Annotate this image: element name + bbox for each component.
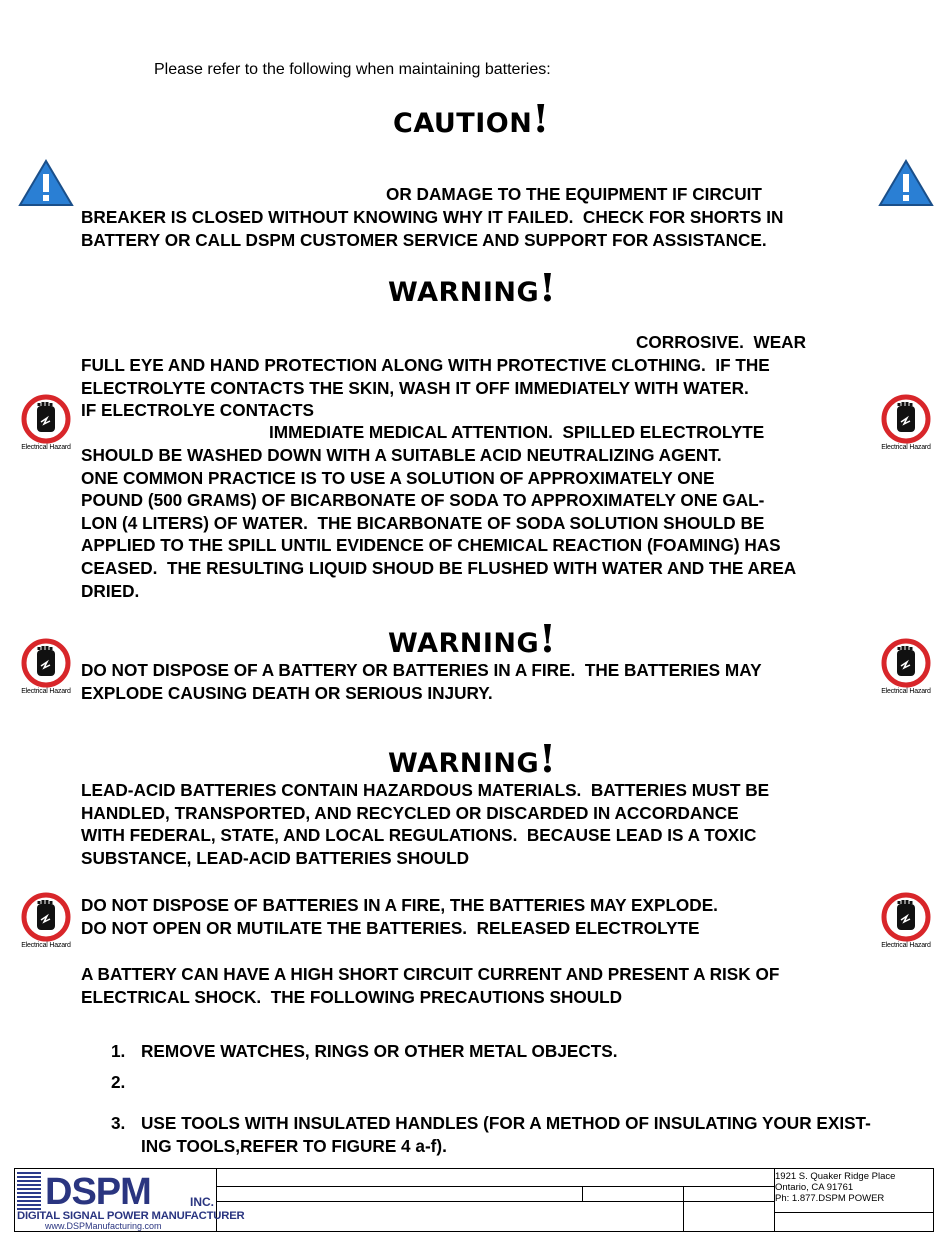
caution-bang: ! <box>532 96 550 141</box>
hazard-caption: Electrical Hazard <box>881 444 931 451</box>
list-number: 1. <box>111 1041 126 1061</box>
warning-title: WARNING <box>388 628 540 659</box>
warning-heading-2 <box>388 616 556 661</box>
warning-bang: ! <box>539 616 557 661</box>
electrical-hazard-icon <box>17 892 75 954</box>
logo-stripes-icon <box>17 1172 41 1210</box>
list-item <box>111 1040 931 1064</box>
hazard-caption: Electrical Hazard <box>881 942 931 949</box>
hazard-caption: Electrical Hazard <box>881 688 931 695</box>
list-text: REMOVE WATCHES, RINGS OR OTHER METAL OBJECTS. <box>141 1041 618 1061</box>
warning-title: WARNING <box>388 277 540 308</box>
company-address <box>775 1171 895 1204</box>
electrical-hazard-icon <box>877 394 935 456</box>
warning-heading-3 <box>388 736 556 781</box>
warning3-body: LEAD-ACID BATTERIES CONTAIN HAZARDOUS MATERIALS. BATTERIES MUST BE HANDLED, TRANSPORTED, AND RECYCLED OR DISCARDED IN ACCORDANCE WITH FEDERAL, STATE, AND LOCAL REGULATIONS. BECAUSE LEAD IS A TOXIC SUBSTANCE, LEAD-ACID BATTERIES SHOULD <box>81 780 770 868</box>
warning-bang: ! <box>539 736 557 781</box>
electrical-hazard-icon <box>877 638 935 700</box>
warning-bang: ! <box>539 265 557 310</box>
warning-title: WARNING <box>388 748 540 779</box>
intro-text: Please refer to the following when maintaining batteries: <box>154 61 551 78</box>
electrical-hazard-icon <box>17 394 75 456</box>
company-logo <box>15 1169 245 1231</box>
electrical-hazard-icon <box>17 638 75 700</box>
list-number: 3. <box>111 1113 126 1133</box>
caution-title: CAUTION <box>393 108 533 139</box>
divider <box>774 1212 934 1213</box>
divider <box>582 1186 583 1201</box>
logo-text: DSPM <box>45 1171 151 1213</box>
electrical-hazard-icon <box>877 892 935 954</box>
hazard-caption: Electrical Hazard <box>21 942 71 949</box>
hazard-caption: Electrical Hazard <box>21 688 71 695</box>
caution-heading <box>393 96 550 141</box>
footer-title-block <box>14 1168 934 1232</box>
warning1-line-1: CORROSIVE. WEAR <box>636 332 806 352</box>
logo-url: www.DSPManufacturing.com <box>45 1221 162 1231</box>
logo-inc: INC. <box>190 1195 214 1209</box>
warning-heading-1 <box>388 265 556 310</box>
warning1-body: FULL EYE AND HAND PROTECTION ALONG WITH PROTECTIVE CLOTHING. IF THE ELECTROLYTE CONTACTS THE SKIN, WASH IT OFF IMMEDIATELY WITH WATER. IF ELECTROLYE CONTACTS <box>81 355 770 421</box>
list-number: 2. <box>111 1072 126 1092</box>
list-item <box>111 1071 931 1095</box>
warning3-body-3: A BATTERY CAN HAVE A HIGH SHORT CIRCUIT CURRENT AND PRESENT A RISK OF ELECTRICAL SHOCK. THE FOLLOWING PRECAUTIONS SHOULD <box>81 964 780 1007</box>
address-line: 1921 S. Quaker Ridge Place <box>775 1171 896 1182</box>
caution-line-1: OR DAMAGE TO THE EQUIPMENT IF CIRCUIT <box>386 184 762 204</box>
caution-triangle-icon <box>18 158 74 208</box>
warning1-body-2: SHOULD BE WASHED DOWN WITH A SUITABLE ACID NEUTRALIZING AGENT. ONE COMMON PRACTICE IS TO USE A SOLUTION OF APPROXIMATELY ONE POUND (500 GRAMS) OF BICARBONATE OF SODA TO APPROXIMATELY ONE GAL- LON (4 LITERS) OF WATER. THE BICARBONATE OF SODA SOLUTION SHOULD BE APPLIED TO THE SPILL UNTIL EVIDENCE OF CHEMICAL REACTION (FOAMING) HAS CEASED. THE RESULTING LIQUID SHOUD BE FLUSHED WITH WATER AND THE AREA DRIED. <box>81 445 797 601</box>
logo-subtitle: DIGITAL SIGNAL POWER MANUFACTURER <box>17 1210 245 1222</box>
list-item <box>111 1112 931 1158</box>
divider <box>683 1186 684 1231</box>
warning3-body-2: DO NOT DISPOSE OF BATTERIES IN A FIRE, THE BATTERIES MAY EXPLODE. DO NOT OPEN OR MUTILATE THE BATTERIES. RELEASED ELECTROLYTE <box>81 895 718 938</box>
hazard-caption: Electrical Hazard <box>21 444 71 451</box>
caution-body: BREAKER IS CLOSED WITHOUT KNOWING WHY IT FAILED. CHECK FOR SHORTS IN BATTERY OR CALL DSPM CUSTOMER SERVICE AND SUPPORT FOR ASSISTANCE. <box>81 207 784 250</box>
warning1-line-mid: IMMEDIATE MEDICAL ATTENTION. SPILLED ELECTROLYTE <box>269 422 765 442</box>
warning2-body: DO NOT DISPOSE OF A BATTERY OR BATTERIES IN A FIRE. THE BATTERIES MAY EXPLODE CAUSING DEATH OR SERIOUS INJURY. <box>81 660 762 703</box>
address-line: Ph: 1.877.DSPM POWER <box>775 1193 885 1204</box>
divider <box>216 1186 774 1187</box>
divider <box>216 1201 774 1202</box>
list-text: USE TOOLS WITH INSULATED HANDLES (FOR A METHOD OF INSULATING YOUR EXIST- ING TOOLS,REFER TO FIGURE 4 a-f). <box>141 1113 871 1156</box>
address-line: Ontario, CA 91761 <box>775 1182 854 1193</box>
